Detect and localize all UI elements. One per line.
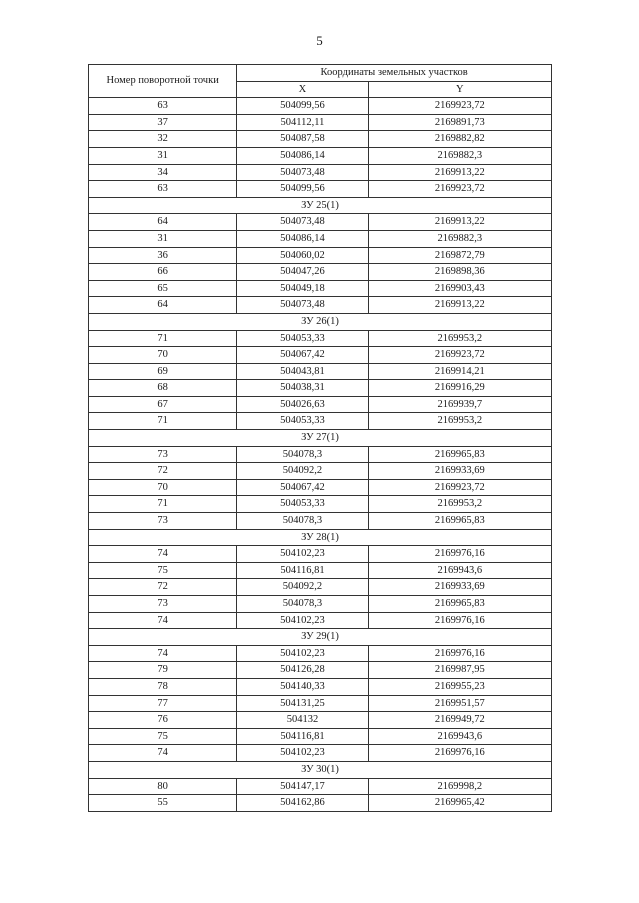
x-coordinate-cell: 504102,23 (237, 745, 368, 762)
table-row (89, 181, 552, 198)
section-row (89, 313, 552, 330)
y-coordinate-cell: 2169903,43 (368, 280, 551, 297)
table-row (89, 745, 552, 762)
y-coordinate-cell: 2169939,7 (368, 396, 551, 413)
table-row (89, 579, 552, 596)
point-number-cell: 31 (89, 147, 237, 164)
x-coordinate-cell: 504116,81 (237, 728, 368, 745)
y-coordinate-cell: 2169913,22 (368, 297, 551, 314)
point-number-cell: 76 (89, 712, 237, 729)
y-coordinate-cell: 2169976,16 (368, 645, 551, 662)
y-coordinate-cell: 2169913,22 (368, 214, 551, 231)
point-number-cell: 73 (89, 596, 237, 613)
x-coordinate-cell: 504053,33 (237, 330, 368, 347)
y-coordinate-cell: 2169882,3 (368, 230, 551, 247)
y-coordinate-cell: 2169943,6 (368, 562, 551, 579)
y-coordinate-cell: 2169965,42 (368, 795, 551, 812)
x-coordinate-cell: 504131,25 (237, 695, 368, 712)
table-row (89, 297, 552, 314)
point-number-cell: 55 (89, 795, 237, 812)
y-coordinate-cell: 2169953,2 (368, 413, 551, 430)
y-coordinate-cell: 2169998,2 (368, 778, 551, 795)
point-number-cell: 69 (89, 363, 237, 380)
table-row (89, 363, 552, 380)
section-title: ЗУ 26(1) (89, 313, 552, 330)
point-number-cell: 72 (89, 463, 237, 480)
table-row (89, 479, 552, 496)
table-row (89, 795, 552, 812)
point-number-cell: 34 (89, 164, 237, 181)
x-coordinate-cell: 504087,58 (237, 131, 368, 148)
x-coordinate-cell: 504086,14 (237, 230, 368, 247)
table-row (89, 678, 552, 695)
section-row (89, 529, 552, 546)
table-body (89, 98, 552, 812)
y-coordinate-cell: 2169965,83 (368, 513, 551, 530)
table-row (89, 131, 552, 148)
y-coordinate-cell: 2169882,82 (368, 131, 551, 148)
y-coordinate-cell: 2169923,72 (368, 98, 551, 115)
x-coordinate-cell: 504092,2 (237, 463, 368, 480)
x-coordinate-cell: 504078,3 (237, 596, 368, 613)
table-row (89, 662, 552, 679)
point-number-cell: 71 (89, 413, 237, 430)
y-coordinate-cell: 2169955,23 (368, 678, 551, 695)
x-coordinate-cell: 504073,48 (237, 297, 368, 314)
point-number-cell: 80 (89, 778, 237, 795)
table-row (89, 446, 552, 463)
table-row (89, 114, 552, 131)
y-coordinate-cell: 2169965,83 (368, 446, 551, 463)
point-number-cell: 75 (89, 728, 237, 745)
x-coordinate-cell: 504112,11 (237, 114, 368, 131)
section-title: ЗУ 28(1) (89, 529, 552, 546)
table-row (89, 98, 552, 115)
y-coordinate-cell: 2169872,79 (368, 247, 551, 264)
y-coordinate-cell: 2169898,36 (368, 264, 551, 281)
point-number-cell: 71 (89, 330, 237, 347)
point-number-cell: 72 (89, 579, 237, 596)
section-title: ЗУ 27(1) (89, 430, 552, 447)
x-coordinate-cell: 504053,33 (237, 496, 368, 513)
table-row (89, 347, 552, 364)
y-coordinate-cell: 2169916,29 (368, 380, 551, 397)
point-number-cell: 63 (89, 98, 237, 115)
table-row (89, 280, 552, 297)
point-number-cell: 74 (89, 745, 237, 762)
point-number-cell: 64 (89, 214, 237, 231)
table-row (89, 645, 552, 662)
x-coordinate-cell: 504043,81 (237, 363, 368, 380)
table-row (89, 164, 552, 181)
point-number-cell: 71 (89, 496, 237, 513)
table-row (89, 463, 552, 480)
table-row (89, 264, 552, 281)
x-coordinate-cell: 504073,48 (237, 214, 368, 231)
y-coordinate-cell: 2169943,6 (368, 728, 551, 745)
section-row (89, 430, 552, 447)
point-number-cell: 73 (89, 446, 237, 463)
point-number-cell: 67 (89, 396, 237, 413)
x-coordinate-cell: 504078,3 (237, 446, 368, 463)
y-coordinate-cell: 2169913,22 (368, 164, 551, 181)
y-coordinate-cell: 2169951,57 (368, 695, 551, 712)
point-number-cell: 36 (89, 247, 237, 264)
header-y: Y (368, 81, 551, 98)
x-coordinate-cell: 504147,17 (237, 778, 368, 795)
table-row (89, 596, 552, 613)
x-coordinate-cell: 504099,56 (237, 98, 368, 115)
table-row (89, 513, 552, 530)
y-coordinate-cell: 2169949,72 (368, 712, 551, 729)
table-row (89, 546, 552, 563)
point-number-cell: 75 (89, 562, 237, 579)
y-coordinate-cell: 2169987,95 (368, 662, 551, 679)
y-coordinate-cell: 2169953,2 (368, 496, 551, 513)
point-number-cell: 64 (89, 297, 237, 314)
y-coordinate-cell: 2169923,72 (368, 181, 551, 198)
table-row (89, 396, 552, 413)
x-coordinate-cell: 504116,81 (237, 562, 368, 579)
point-number-cell: 78 (89, 678, 237, 695)
header-x: X (237, 81, 368, 98)
point-number-cell: 77 (89, 695, 237, 712)
y-coordinate-cell: 2169965,83 (368, 596, 551, 613)
table-row (89, 712, 552, 729)
x-coordinate-cell: 504053,33 (237, 413, 368, 430)
x-coordinate-cell: 504126,28 (237, 662, 368, 679)
table-row (89, 413, 552, 430)
y-coordinate-cell: 2169891,73 (368, 114, 551, 131)
y-coordinate-cell: 2169923,72 (368, 479, 551, 496)
x-coordinate-cell: 504067,42 (237, 347, 368, 364)
x-coordinate-cell: 504132 (237, 712, 368, 729)
x-coordinate-cell: 504026,63 (237, 396, 368, 413)
table-row (89, 496, 552, 513)
point-number-cell: 79 (89, 662, 237, 679)
table-row (89, 695, 552, 712)
section-row (89, 629, 552, 646)
point-number-cell: 37 (89, 114, 237, 131)
x-coordinate-cell: 504099,56 (237, 181, 368, 198)
table-row (89, 728, 552, 745)
x-coordinate-cell: 504102,23 (237, 612, 368, 629)
point-number-cell: 73 (89, 513, 237, 530)
y-coordinate-cell: 2169976,16 (368, 612, 551, 629)
y-coordinate-cell: 2169933,69 (368, 579, 551, 596)
y-coordinate-cell: 2169953,2 (368, 330, 551, 347)
x-coordinate-cell: 504049,18 (237, 280, 368, 297)
x-coordinate-cell: 504047,26 (237, 264, 368, 281)
table-row (89, 230, 552, 247)
point-number-cell: 68 (89, 380, 237, 397)
y-coordinate-cell: 2169923,72 (368, 347, 551, 364)
header-coordinates: Координаты земельных участков (237, 65, 552, 82)
point-number-cell: 65 (89, 280, 237, 297)
table-row (89, 778, 552, 795)
table-row (89, 214, 552, 231)
y-coordinate-cell: 2169976,16 (368, 745, 551, 762)
x-coordinate-cell: 504086,14 (237, 147, 368, 164)
table-row (89, 380, 552, 397)
point-number-cell: 74 (89, 546, 237, 563)
page-number: 5 (316, 33, 323, 48)
section-row (89, 761, 552, 778)
table-row (89, 612, 552, 629)
section-title: ЗУ 30(1) (89, 761, 552, 778)
table-row (89, 147, 552, 164)
x-coordinate-cell: 504038,31 (237, 380, 368, 397)
point-number-cell: 66 (89, 264, 237, 281)
point-number-cell: 70 (89, 347, 237, 364)
table-row (89, 247, 552, 264)
point-number-cell: 74 (89, 612, 237, 629)
x-coordinate-cell: 504140,33 (237, 678, 368, 695)
section-row (89, 197, 552, 214)
y-coordinate-cell: 2169933,69 (368, 463, 551, 480)
y-coordinate-cell: 2169976,16 (368, 546, 551, 563)
table-row (89, 562, 552, 579)
point-number-cell: 63 (89, 181, 237, 198)
x-coordinate-cell: 504102,23 (237, 546, 368, 563)
section-title: ЗУ 29(1) (89, 629, 552, 646)
table-row (89, 330, 552, 347)
x-coordinate-cell: 504162,86 (237, 795, 368, 812)
coordinates-table (88, 64, 552, 812)
point-number-cell: 74 (89, 645, 237, 662)
x-coordinate-cell: 504102,23 (237, 645, 368, 662)
x-coordinate-cell: 504078,3 (237, 513, 368, 530)
header-point-number: Номер поворотной точки (89, 65, 237, 98)
point-number-cell: 32 (89, 131, 237, 148)
y-coordinate-cell: 2169914,21 (368, 363, 551, 380)
section-title: ЗУ 25(1) (89, 197, 552, 214)
x-coordinate-cell: 504073,48 (237, 164, 368, 181)
point-number-cell: 31 (89, 230, 237, 247)
x-coordinate-cell: 504067,42 (237, 479, 368, 496)
point-number-cell: 70 (89, 479, 237, 496)
x-coordinate-cell: 504060,02 (237, 247, 368, 264)
y-coordinate-cell: 2169882,3 (368, 147, 551, 164)
x-coordinate-cell: 504092,2 (237, 579, 368, 596)
